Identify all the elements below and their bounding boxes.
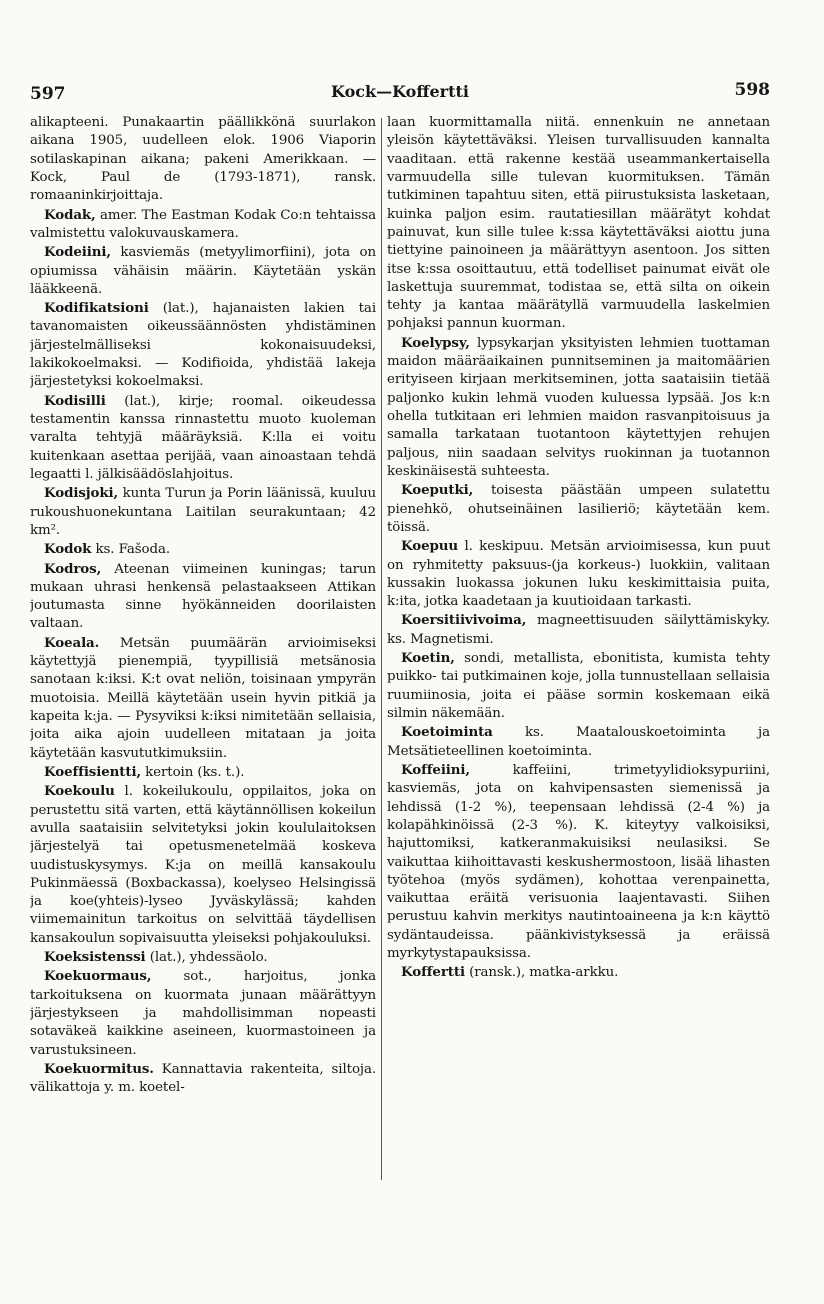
dictionary-entry [387,481,770,537]
dictionary-entry [30,560,376,634]
entry-text: l. keskipuu. Metsän arvioimisessa, kun puut on ryhmitetty paksuus-(ja korkeus-) luokkiin, valitaan kussakin luokassa jokunen luku keskimittaisia puita, k:ita, jotka kaadetaan ja kuutioidaan tarkasti. [387,539,770,610]
entry-text: magneettisuuden säilyttämiskyky. ks. Magnetismi. [387,613,770,647]
right-column [387,114,770,1294]
dictionary-entry [30,634,376,763]
dictionary-entry [30,540,376,559]
entry-text: Metsän puumäärän arvioimiseksi käytettyjä pienempiä, tyypillisiä metsänosia sanotaan k:iksi. K:t ovat neliön, toisinaan ympyrän muotoisia. Meillä käytetään usein hyvin pitkiä ja kapeita k:ja. — Pysyviksi k:iksi nimitetään sellaisia, joita aika ajoin uudelleen mitataan ja joita käytetään kasvututkimuksiin. [30,635,376,761]
entry-headword: Kodisjoki, [44,485,119,502]
continued-text [30,114,376,206]
left-column [30,114,376,1294]
entry-text: kertoin (ks. t.). [141,764,245,780]
column-divider [381,118,382,1180]
entry-headword: Koffeiini, [401,761,470,778]
page-number-left: 597 [30,84,66,104]
dictionary-entry [387,334,770,482]
entry-headword: Koelypsy, [401,334,470,351]
entry-headword: Koffertti [401,964,465,981]
entry-headword: Kodeiini, [44,244,111,261]
entry-text: l. kokeilukoulu, oppilaitos, joka on perustettu sitä varten, että käytännöllisen kokeilun avulla saataisiin selvitetyksi jokin koululaitoksen järjestelyä tai opetusmenetelmää koskeva uudistuskysymys. K:ja on meillä kansakoulu Pukinmäessä (Boxbackassa), koelyseo Helsingissä ja koe(yhteis)-lyseo Jyväskylässä; kahden viimemainitun tarkoitus on selvittää täydellisen kansakoulun sopivaisuutta yleiseksi pohjakouluksi. [30,784,376,946]
entry-headword: Koeksistenssi [44,949,146,966]
dictionary-entry [387,537,770,611]
entry-text: (lat.), hajanaisten lakien tai tavanomaisten oikeussäännösten yhdistäminen järjestelmälliseksi kokonaisuudeksi, lakikokoelmaksi. — Kodifioida, yhdistää lakeja järjestetyksi kokoelmaksi. [30,301,376,390]
dictionary-entry [30,392,376,485]
entry-headword: Koekoulu [44,783,115,800]
entry-headword: Koeala. [44,634,100,651]
entry-headword: Kodak, [44,206,96,223]
dictionary-entry [30,782,376,948]
entry-text: sondi, metallista, ebonitista, kumista tehty puikko- tai putkimainen koje, jolla tunnustellaan sellaisia ruumiinosia, joita ei pääse sormin koskemaan eikä silmin näkemään. [387,651,770,721]
entry-text: laan kuormittamalla niitä. ennenkuin ne annetaan yleisön käytettäväksi. Yleisen turvallisuuden kannalta vaaditaan. että rakenne kestää useammankertaisella varmuudella sille tulevan kuormituksen. Tämän tutkiminen tapahtuu siten, että piirustuksista lasketaan, kuinka paljon esim. rautatiesillan määrätyt kohdat painuvat, kun sille tulee k:ssa käytettäväksi aiottu juna tiettyine painoineen ja määrättyyn asentoon. Jos sitten itse k:ssa osoittautuu, että todelliset painumat eivät ole laskettuja suuremmat, todistaa se, että silta on oikein tehty ja kantaa määrätyllä varmuudella laskelmien pohjaksi pannun kuorman. [387,115,770,332]
dictionary-entry [387,963,770,982]
entry-headword: Koetin, [401,650,455,667]
entry-text: kunta Turun ja Porin läänissä, kuuluu rukoushuonekuntana Laitilan seurakuntaan; 42 km². [30,486,376,538]
entry-headword: Kodros, [44,560,102,577]
dictionary-entry [387,761,770,963]
entry-text: (lat.), yhdessäolo. [145,950,268,966]
entry-text: sot., harjoitus, jonka tarkoituksena on kuormata junaan määrättyyn järjestykseen ja mahdollisimman nopeasti sotaväkeä kaikkine aseineen, kuormastoineen ja varustuksineen. [30,969,376,1058]
dictionary-entry [30,484,376,540]
dictionary-entry [30,1060,376,1098]
entry-text: ks. Maatalouskoetoiminta ja Metsätieteellinen koetoiminta. [387,725,770,759]
entry-text: amer. The Eastman Kodak Co:n tehtaissa valmistettu valokuvauskamera. [30,207,376,241]
entry-headword: Kodisilli [44,392,106,409]
entry-text: Ateenan viimeinen kuningas; tarun mukaan uhrasi henkensä pelastaakseen Attikan joutumasta sinne hyökänneiden doorilaisten valtaan. [30,561,376,632]
entry-headword: Koekuormitus. [44,1060,154,1077]
page-header [30,78,770,108]
entry-text: Kannattavia rakenteita, siltoja. välikattoja y. m. koetel- [30,1061,376,1096]
dictionary-entry [30,763,376,782]
entry-text: toisesta päästään umpeen sulatettu pienehkö, ohutseinäinen lasilieriö; käytetään kem. töissä. [387,483,770,535]
entry-headword: Koeffisientti, [44,763,142,780]
entry-headword: Kodifikatsioni [44,300,149,317]
dictionary-entry [30,948,376,967]
dictionary-entry [387,611,770,649]
dictionary-entry [30,206,376,244]
dictionary-entry [30,299,376,392]
running-title: Kock—Koffertti [331,82,469,101]
entry-headword: Koersitiivivoima, [401,612,527,629]
dictionary-entry [30,243,376,299]
dictionary-entry [387,649,770,723]
entry-text: kaffeiini, trimetyylidioksypuriini, kasviemäs, jota on kahvipensasten siemenissä ja lehdissä (1-2 %), teepensaan lehdissä (2-4 %) ja kolapähkinöissä (2-3 %). K. kiteytyy valkoisiksi, hajuttomiksi, katkeranmakuisiksi neulasiksi. Se vaikuttaa kiihoittavasti keskushermostoon, lisää lihasten työtehoa (myös sydämen), kohottaa verenpainetta, vaikuttaa eräitä verisuonia laajentavasti. Siihen perustuu kahvin merkitys nautintoaineena ja k:n käyttö sydäntaudeissa. päänkivistyksessä ja eräissä myrkytystapauksissa. [387,762,770,962]
entry-text: (ransk.), matka-arkku. [464,965,619,981]
entry-headword: Koekuormaus, [44,968,152,985]
entry-headword: Kodok [44,541,92,558]
entry-text: lypsykarjan yksityisten lehmien tuottaman maidon määräaikainen punnitseminen ja maitomäärien erityiseen kirjaan merkitseminen, jotta saataisiin tietää paljonko kukin lehmä vuoden kuluessa lypsää. Jos k:n ohella tutkitaan eri lehmien maidon rasvanpitoisuus ja samalla tarkataan tuotantoon käytettyjen rehujen paljous, niin saadaan selvitys ruokinnan ja tuotannon keskinäisestä suhteesta. [387,335,770,479]
entry-text: ks. Fašoda. [91,542,171,558]
entry-text: kasviemäs (metyylimorfiini), jota on opiumissa vähäisin määrin. Käytetään yskän lääkkeenä. [30,245,376,297]
entry-headword: Koepuu [401,538,459,555]
page-number-right: 598 [734,80,770,100]
continued-text [387,114,770,334]
entry-text: (lat.), kirje; roomal. oikeudessa testamentin kanssa rinnastettu muoto kuoleman varalta tehtyjä määräyksiä. K:lla ei voitu kuitenkaan asettaa perijää, vaan ainoastaan tehdä legaatti l. jälkisäädöslahjoitus. [30,393,376,482]
entry-headword: Koeputki, [401,482,474,499]
entry-headword: Koetoiminta [401,724,493,741]
dictionary-entry [30,967,376,1060]
dictionary-entry [387,723,770,761]
entry-text: alikapteeni. Punakaartin päällikkönä suurlakon aikana 1905, uudelleen elok. 1906 Viaporin sotilaskapinan aikana; pakeni Amerikkaan. — Kock, Paul de (1793-1871), ransk. romaaninkirjoittaja. [30,115,376,204]
